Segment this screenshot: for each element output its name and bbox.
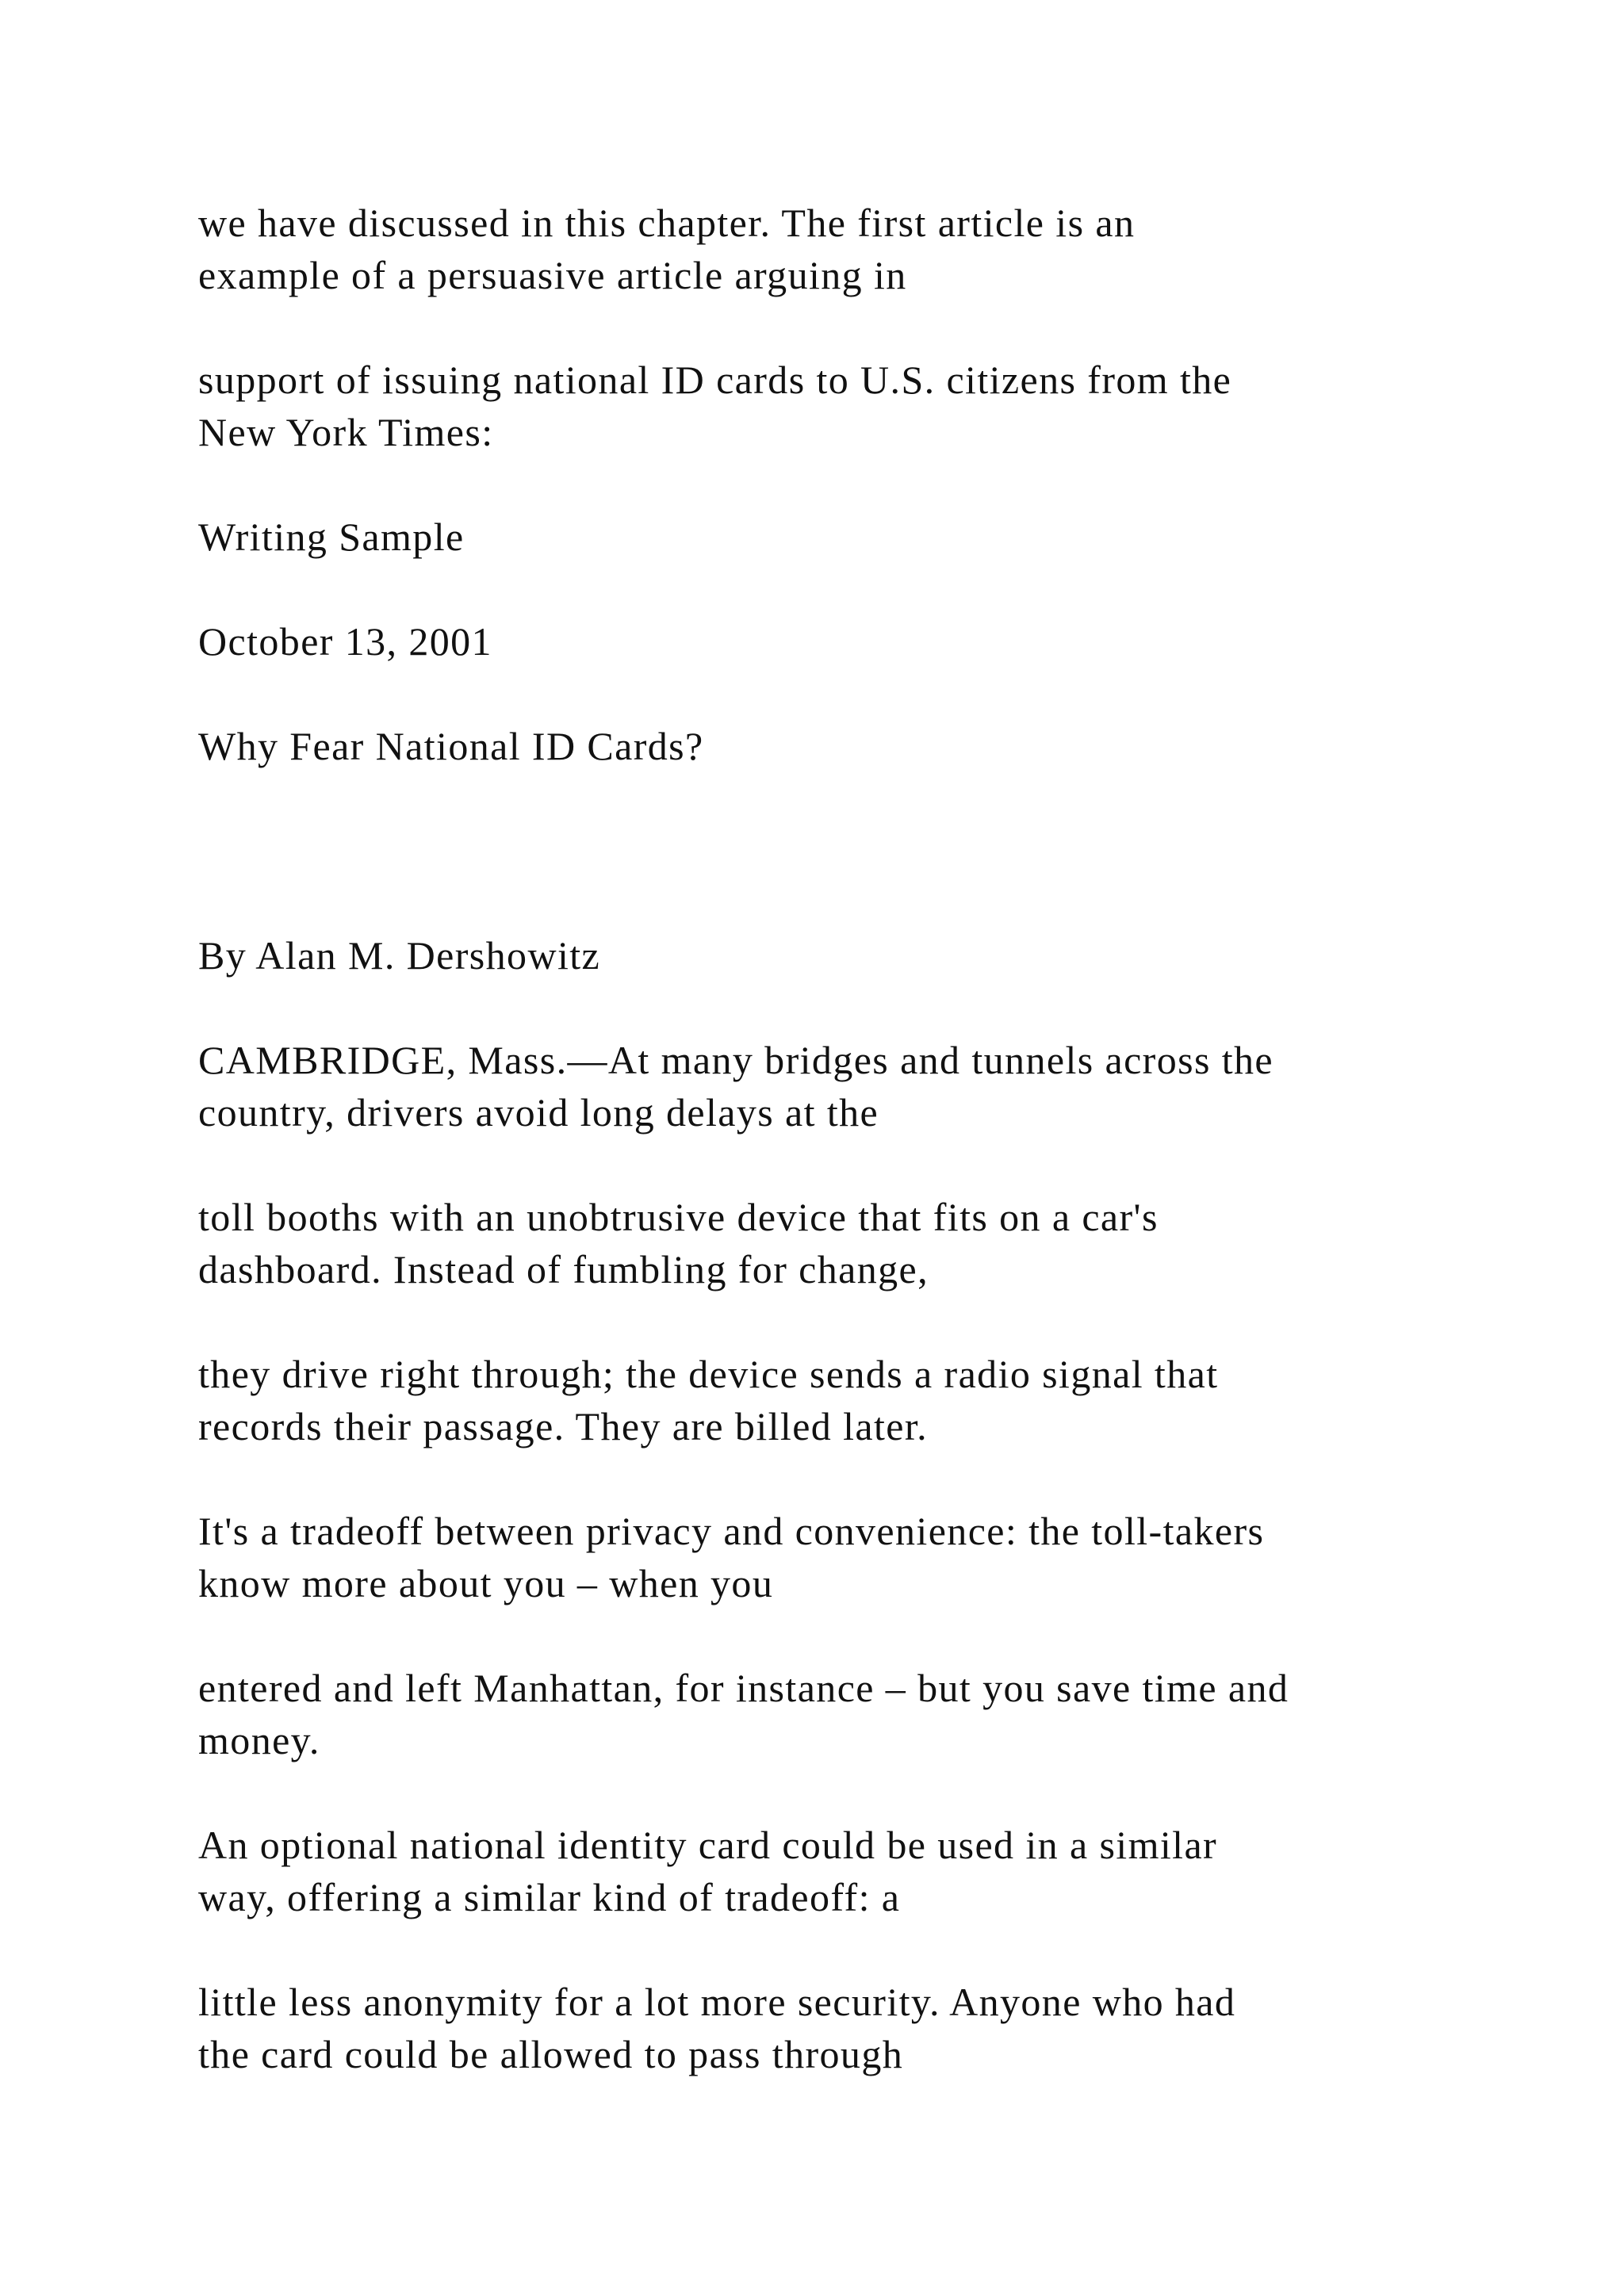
text-line: Why Fear National ID Cards? <box>198 724 704 768</box>
paragraph-intro-1 <box>198 197 1483 301</box>
text-line: Writing Sample <box>198 515 465 559</box>
text-line: An optional national identity card could be used in a similar <box>198 1823 1218 1867</box>
text-line: way, offering a similar kind of tradeoff: a <box>198 1875 901 1919</box>
text-line: dashboard. Instead of fumbling for change, <box>198 1247 929 1292</box>
text-line: records their passage. They are billed later. <box>198 1404 929 1448</box>
paragraph-body-7 <box>198 1976 1483 2080</box>
text-line: money. <box>198 1718 320 1762</box>
blank-space <box>198 825 1483 929</box>
text-line: New York Times: <box>198 410 494 454</box>
paragraph-body-4 <box>198 1505 1483 1609</box>
text-line: CAMBRIDGE, Mass.—At many bridges and tunnels across the <box>198 1038 1274 1082</box>
text-line: It's a tradeoff between privacy and convenience: the toll-takers <box>198 1509 1265 1553</box>
text-line: we have discussed in this chapter. The first article is an <box>198 201 1136 245</box>
text-line: By Alan M. Dershowitz <box>198 933 601 978</box>
text-line: toll booths with an unobtrusive device that fits on a car's <box>198 1195 1159 1239</box>
paragraph-intro-2 <box>198 354 1483 458</box>
article-title <box>198 720 1483 772</box>
text-line: October 13, 2001 <box>198 619 492 664</box>
paragraph-body-2 <box>198 1191 1483 1295</box>
document-body <box>198 197 1483 2133</box>
text-line: entered and left Manhattan, for instance – but you save time and <box>198 1666 1289 1710</box>
section-label <box>198 511 1483 563</box>
paragraph-body-1 <box>198 1034 1483 1138</box>
article-date <box>198 615 1483 668</box>
text-line: example of a persuasive article arguing in <box>198 253 907 297</box>
text-line: little less anonymity for a lot more security. Anyone who had <box>198 1980 1236 2024</box>
text-line: country, drivers avoid long delays at the <box>198 1090 879 1135</box>
text-line: they drive right through; the device sends a radio signal that <box>198 1352 1219 1396</box>
paragraph-body-3 <box>198 1348 1483 1452</box>
paragraph-body-6 <box>198 1819 1483 1923</box>
text-line: the card could be allowed to pass through <box>198 2032 904 2076</box>
text-line: know more about you – when you <box>198 1561 774 1605</box>
article-byline <box>198 929 1483 982</box>
paragraph-body-5 <box>198 1662 1483 1766</box>
text-line: support of issuing national ID cards to U.S. citizens from the <box>198 358 1232 402</box>
